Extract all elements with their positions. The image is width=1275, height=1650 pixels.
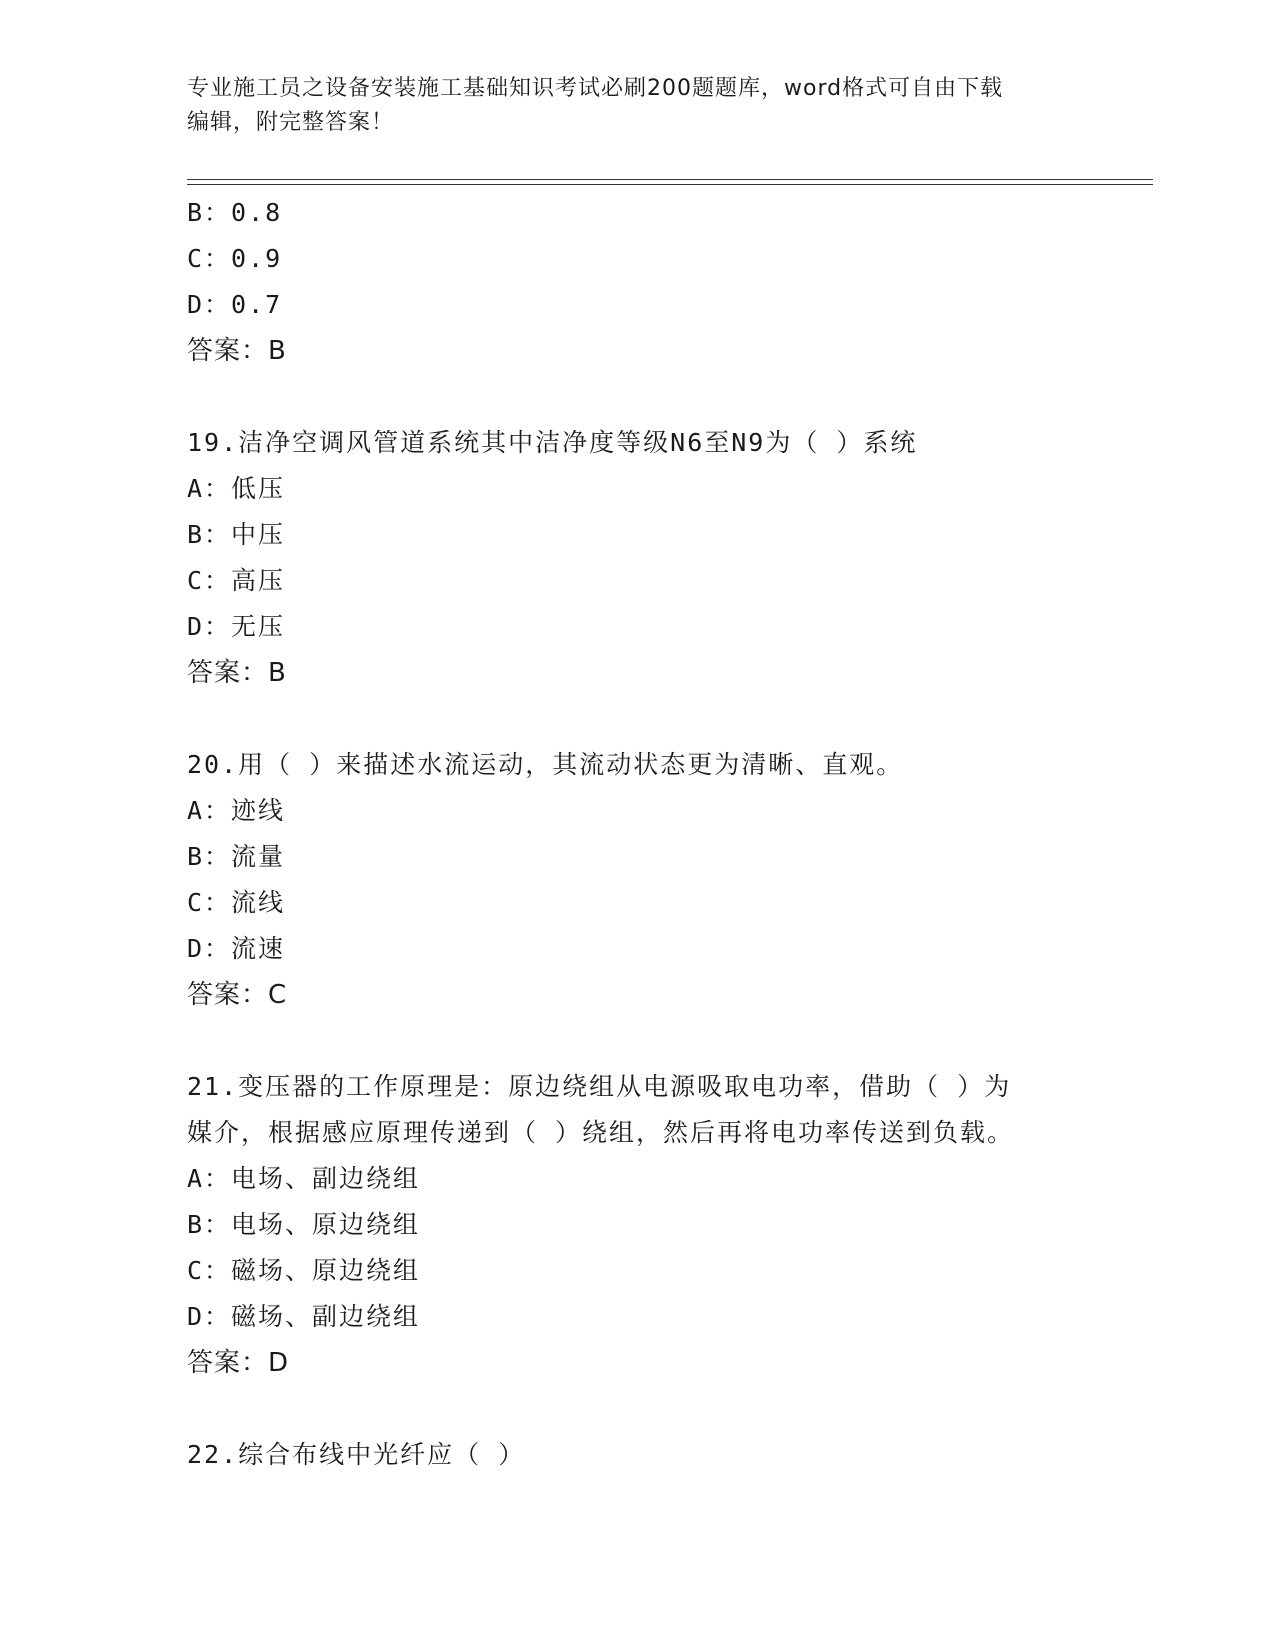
option-c: C：流线: [187, 888, 286, 917]
header-title-line2: 编辑，附完整答案！: [187, 110, 395, 135]
question-stem: 20.用（ ）来描述水流运动，其流动状态更为清晰、直观。: [187, 750, 904, 779]
answer: 答案：D: [187, 1348, 290, 1378]
header-divider-thin: [187, 184, 1153, 185]
option-b: B：0.8: [187, 198, 283, 227]
document-header: [187, 72, 1067, 140]
option-b: B：电场、原边绕组: [187, 1210, 421, 1239]
option-d: D：流速: [187, 934, 286, 963]
question-stem-line2: 媒介，根据感应原理传递到（ ）绕组，然后再将电功率传送到负载。: [187, 1118, 1015, 1147]
question-22: [187, 1432, 1087, 1478]
option-b: B：流量: [187, 842, 286, 871]
answer: 答案：C: [187, 980, 288, 1010]
option-d: D：0.7: [187, 290, 283, 319]
option-d: D：磁场、副边绕组: [187, 1302, 421, 1331]
option-c: C：磁场、原边绕组: [187, 1256, 421, 1285]
document-body: [187, 190, 1087, 1478]
question-stem-line1: 21.变压器的工作原理是：原边绕组从电源吸取电功率，借助（ ）为: [187, 1072, 1012, 1101]
question-18-tail: [187, 190, 1087, 374]
spacer: [187, 374, 1087, 420]
question-stem: 22.综合布线中光纤应（ ）: [187, 1440, 526, 1469]
option-c: C：0.9: [187, 244, 283, 273]
option-b: B：中压: [187, 520, 286, 549]
spacer: [187, 1018, 1087, 1064]
option-c: C：高压: [187, 566, 286, 595]
question-20: [187, 742, 1087, 1018]
answer: 答案：B: [187, 658, 287, 688]
option-a: A：电场、副边绕组: [187, 1164, 421, 1193]
question-21: [187, 1064, 1087, 1386]
header-title-line1: 专业施工员之设备安装施工基础知识考试必刷200题题库，word格式可自由下载: [187, 76, 1004, 101]
question-19: [187, 420, 1087, 696]
option-a: A：迹线: [187, 796, 286, 825]
spacer: [187, 1386, 1087, 1432]
spacer: [187, 696, 1087, 742]
header-divider-thick: [187, 179, 1153, 180]
option-d: D：无压: [187, 612, 286, 641]
option-a: A：低压: [187, 474, 286, 503]
question-stem: 19.洁净空调风管道系统其中洁净度等级N6至N9为（ ）系统: [187, 428, 918, 457]
answer: 答案：B: [187, 336, 287, 366]
